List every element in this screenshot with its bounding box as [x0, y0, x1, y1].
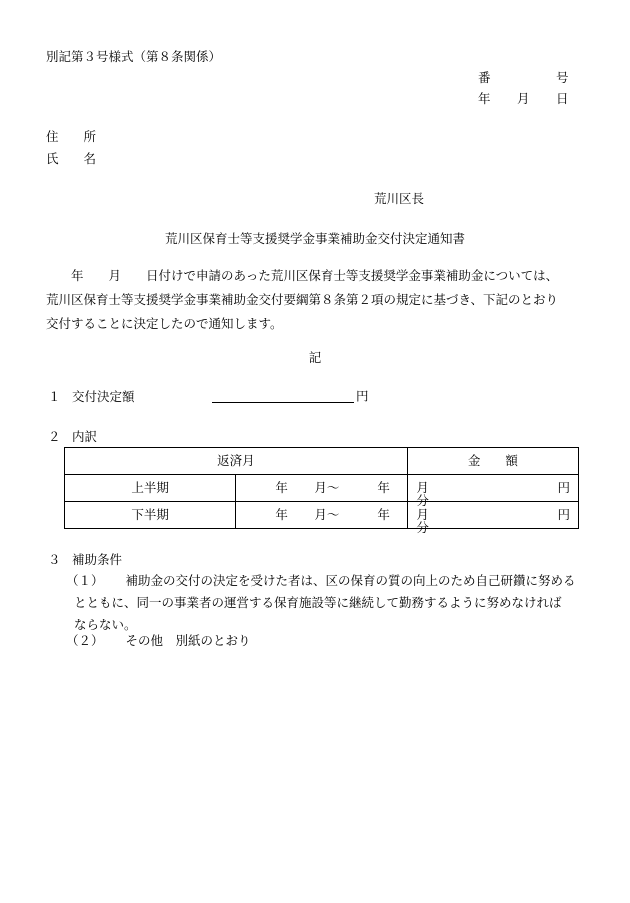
- half-label: 上半期: [65, 475, 236, 502]
- body-paragraph: [46, 264, 586, 336]
- name-label: 氏 名: [46, 151, 97, 166]
- item1-unit: 円: [356, 388, 369, 404]
- condition-1-line-2: とともに、同一の事業者の運営する保育施設等に継続して勤務するように努めなければ: [74, 595, 562, 610]
- item1-number: １: [48, 389, 61, 404]
- header-amount: 金 額: [407, 448, 578, 475]
- date-month: 月: [517, 91, 530, 106]
- item3-label: 補助条件: [72, 552, 123, 567]
- form-label: 別記第３号様式（第８条関係）: [46, 49, 222, 64]
- address-label: 住 所: [46, 129, 97, 144]
- date-day: 日: [556, 91, 569, 106]
- ki-heading: 記: [308, 350, 322, 365]
- period-month-1: 月～: [314, 507, 340, 522]
- amount-cell[interactable]: 円: [407, 502, 578, 529]
- repayment-period[interactable]: [236, 502, 429, 535]
- period-month-2: 月分: [416, 507, 429, 535]
- repayment-period[interactable]: [236, 475, 429, 508]
- item3-number: ３: [48, 552, 61, 567]
- condition-1-line-3: ならない。: [74, 617, 137, 632]
- period-month-1: 月～: [314, 480, 340, 495]
- period-month-2: 月分: [416, 480, 429, 508]
- period-year-1: 年: [275, 480, 288, 495]
- half-label: 下半期: [65, 502, 236, 529]
- table-header-row: [65, 448, 579, 475]
- condition-2: [66, 630, 586, 652]
- body-line-2: 荒川区保育士等支援奨学金事業補助金交付要綱第８条第２項の規定に基づき、下記のとおり: [46, 292, 559, 307]
- period-year-1: 年: [275, 507, 288, 522]
- number-label-a: 番: [478, 70, 491, 85]
- document-title: 荒川区保育士等支援奨学金事業補助金交付決定通知書: [164, 231, 465, 246]
- amount-cell[interactable]: 円: [407, 475, 578, 502]
- date-year: 年: [478, 91, 491, 106]
- condition-1-line-1: 補助金の交付の決定を受けた者は、区の保育の質の向上のため自己研鑽に努める: [125, 573, 576, 588]
- period-year-2: 年: [377, 480, 390, 495]
- table-row: [65, 502, 579, 529]
- issuer: 荒川区長: [374, 191, 425, 206]
- body-line-3: 交付することに決定したので通知します。: [46, 316, 283, 331]
- header-repayment-month: 返済月: [65, 448, 408, 475]
- number-label-b: 号: [556, 70, 569, 85]
- grant-amount-blank[interactable]: [212, 390, 354, 403]
- breakdown-table: [64, 447, 579, 535]
- item2-label: 内訳: [72, 429, 98, 444]
- item2-number: ２: [48, 429, 61, 444]
- condition-2-number: （２）: [66, 633, 104, 648]
- grant-amount-field[interactable]: [212, 390, 369, 403]
- condition-1-number: （１）: [66, 573, 104, 588]
- item1-label: 交付決定額: [72, 389, 135, 404]
- condition-2-text: その他 別紙のとおり: [125, 633, 251, 648]
- body-line-1: 年 月 日付けで申請のあった荒川区保育士等支援奨学金事業補助金については、: [46, 268, 559, 283]
- table-row: [65, 475, 579, 502]
- condition-1: [66, 570, 586, 636]
- period-year-2: 年: [377, 507, 390, 522]
